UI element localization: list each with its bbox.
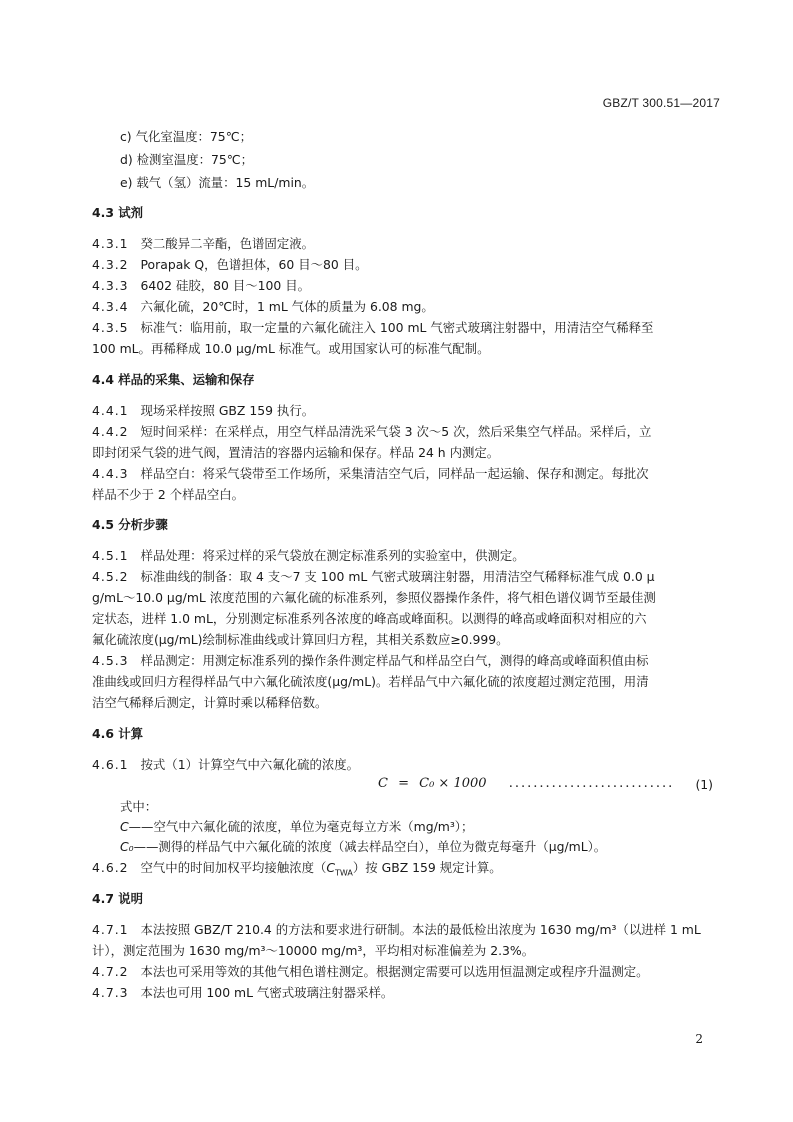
symbol-definition-c0: C₀——测得的样品气中六氟化硫的浓度（减去样品空白），单位为微克每毫升（μg/mL）。	[120, 839, 607, 854]
clause-4-5-1: 4.5.1 样品处理：将采过样的采气袋放在测定标准系列的实验室中，供测定。	[92, 548, 525, 563]
clause-4-4-1: 4.4.1 现场采样按照 GBZ 159 执行。	[92, 403, 315, 418]
clause-4-4-3: 4.4.3 样品空白：将采气袋带至工作场所，采集清洁空气后，同样品一起运输、保存和测定。每批次	[92, 466, 649, 481]
clause-4-5-2-cont: 氟化硫浓度(μg/mL)绘制标准曲线或计算回归方程，其相关系数应≥0.999。	[92, 632, 509, 647]
clause-4-7-1-cont: 计），测定范围为 1630 mg/m³～10000 mg/m³，平均相对标准偏差为 2.3%。	[92, 943, 535, 958]
clause-4-5-2-cont: g/mL～10.0 μg/mL 浓度范围的六氟化硫的标准系列，参照仪器操作条件，将气相色谱仪调节至最佳测	[92, 590, 656, 605]
page-number: 2	[695, 1032, 703, 1046]
section-heading-4-5: 4.5 分析步骤	[92, 517, 168, 532]
clause-4-7-1: 4.7.1 本法按照 GBZ/T 210.4 的方法和要求进行研制。本法的最低检出浓度为 1630 mg/m³（以进样 1 mL	[92, 922, 701, 937]
where-label: 式中：	[120, 799, 158, 814]
standard-code: GBZ/T 300.51—2017	[602, 96, 720, 110]
formula-lhs: C	[378, 776, 388, 791]
clause-4-6-1: 4.6.1 按式（1）计算空气中六氟化硫的浓度。	[92, 757, 360, 772]
condition-item: c) 气化室温度：75℃；	[120, 129, 253, 144]
condition-item: e) 载气（氢）流量：15 mL/min。	[120, 175, 315, 190]
clause-4-3-3: 4.3.3 6402 硅胶，80 目～100 目。	[92, 278, 311, 293]
formula-number: (1)	[695, 777, 713, 792]
condition-item: d) 检测室温度：75℃；	[120, 152, 254, 167]
section-heading-4-6: 4.6 计算	[92, 726, 144, 741]
clause-4-3-4: 4.3.4 六氟化硫，20℃时，1 mL 气体的质量为 6.08 mg。	[92, 299, 434, 314]
clause-4-7-3: 4.7.3 本法也可用 100 mL 气密式玻璃注射器采样。	[92, 985, 394, 1000]
clause-4-5-3-cont: 准曲线或回归方程得样品气中六氟化硫浓度(μg/mL)。若样品气中六氟化硫的浓度超过测定范围，用清	[92, 674, 649, 689]
clause-4-3-5: 4.3.5 标准气：临用前，取一定量的六氟化硫注入 100 mL 气密式玻璃注射器中，用清洁空气稀释至	[92, 320, 654, 335]
clause-4-6-2: 4.6.2 空气中的时间加权平均接触浓度$(C_{TWA})$按 GBZ 159 规定计算。	[92, 860, 502, 878]
clause-4-5-3-cont: 洁空气稀释后测定，计算时乘以稀释倍数。	[92, 695, 328, 710]
formula-1	[378, 776, 674, 791]
section-heading-4-3: 4.3 试剂	[92, 205, 144, 220]
formula-leader-dots: ...........................	[508, 776, 675, 791]
clause-4-5-3: 4.5.3 样品测定：用测定标准系列的操作条件测定样品气和样品空白气，测得的峰高或峰面积值由标	[92, 653, 649, 668]
clause-4-5-2: 4.5.2 标准曲线的制备：取 4 支～7 支 100 mL 气密式玻璃注射器，用清洁空气稀释标准气成 0.0 μ	[92, 569, 655, 584]
symbol-definition-c: C——空气中六氟化硫的浓度，单位为毫克每立方米（mg/m³）；	[120, 819, 474, 834]
clause-4-3-1: 4.3.1 癸二酸异二辛酯，色谱固定液。	[92, 236, 314, 251]
clause-4-4-3-cont: 样品不少于 2 个样品空白。	[92, 487, 245, 502]
clause-4-4-2: 4.4.2 短时间采样：在采样点，用空气样品清洗采气袋 3 次～5 次，然后采集空气样品。采样后，立	[92, 424, 652, 439]
clause-4-3-5-cont: 100 mL。再稀释成 10.0 μg/mL 标准气。或用国家认可的标准气配制。	[92, 341, 490, 356]
formula-rhs: C₀ × 1000	[419, 776, 487, 791]
clause-4-5-2-cont: 定状态，进样 1.0 mL，分别测定标准系列各浓度的峰高或峰面积。以测得的峰高或峰面积对相应的六	[92, 611, 647, 626]
formula-eq: =	[398, 776, 409, 791]
clause-4-4-2-cont: 即封闭采气袋的进气阀，置清洁的容器内运输和保存。样品 24 h 内测定。	[92, 445, 500, 460]
section-heading-4-4: 4.4 样品的采集、运输和保存	[92, 372, 255, 387]
clause-4-3-2: 4.3.2 Porapak Q，色谱担体，60 目～80 目。	[92, 257, 368, 272]
clause-4-7-2: 4.7.2 本法也可采用等效的其他气相色谱柱测定。根据测定需要可以选用恒温测定或程序升温测定。	[92, 964, 649, 979]
section-heading-4-7: 4.7 说明	[92, 891, 144, 906]
